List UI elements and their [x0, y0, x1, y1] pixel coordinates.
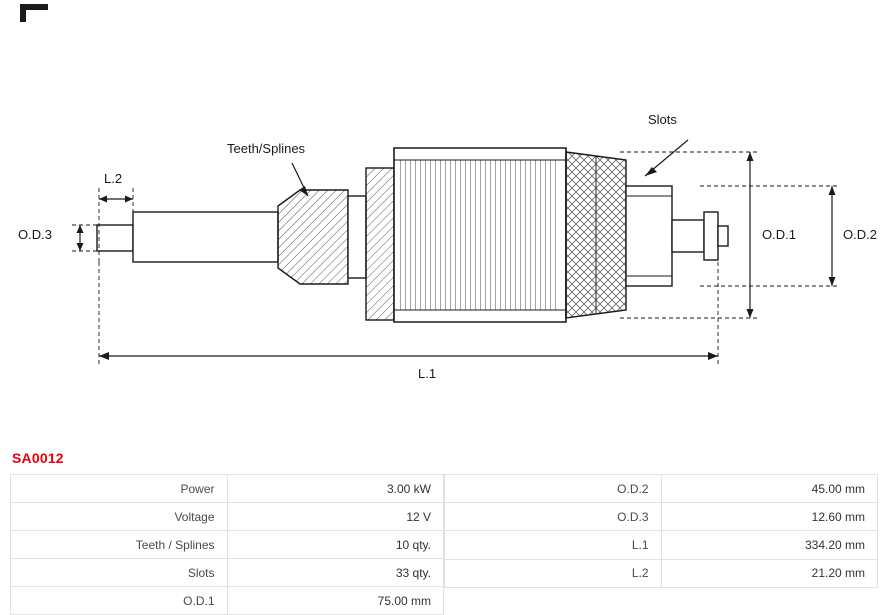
- spec-table-right: [444, 474, 878, 615]
- table-row: [11, 475, 444, 503]
- table-row: [11, 531, 444, 559]
- part-code: SA0012: [12, 450, 64, 466]
- spec-key: Power: [11, 475, 228, 503]
- table-row: [445, 475, 878, 503]
- shaft-right: [672, 212, 728, 260]
- specifications: [10, 474, 879, 615]
- spec-value: 45.00 mm: [661, 475, 878, 503]
- spec-key: Voltage: [11, 503, 228, 531]
- label-od1: O.D.1: [762, 227, 796, 242]
- spec-key: O.D.3: [445, 503, 662, 531]
- spec-value: 334.20 mm: [661, 531, 878, 559]
- register-mark: [20, 4, 48, 22]
- spec-key: Teeth / Splines: [11, 531, 228, 559]
- label-l1: L.1: [418, 366, 437, 381]
- spec-value: 12 V: [227, 503, 444, 531]
- spline-section: [278, 190, 366, 284]
- spec-value: [661, 587, 878, 615]
- table-row: [11, 559, 444, 587]
- spec-key: L.1: [445, 531, 662, 559]
- spec-value: 33 qty.: [227, 559, 444, 587]
- spec-key: O.D.1: [11, 587, 228, 615]
- spec-value: 10 qty.: [227, 531, 444, 559]
- table-row: [445, 503, 878, 531]
- commutator: [626, 186, 672, 286]
- table-row: [11, 503, 444, 531]
- table-row: [11, 587, 444, 615]
- label-slots: Slots: [648, 112, 677, 127]
- shaft-left: [97, 212, 278, 262]
- spec-value: 75.00 mm: [227, 587, 444, 615]
- table-row: [445, 559, 878, 587]
- spec-value: 12.60 mm: [661, 503, 878, 531]
- spec-value: 3.00 kW: [227, 475, 444, 503]
- spec-key: O.D.2: [445, 475, 662, 503]
- table-row-empty: [445, 587, 878, 615]
- table-row: [445, 531, 878, 559]
- spec-table-left: [10, 474, 444, 615]
- label-od2: O.D.2: [843, 227, 877, 242]
- label-od3: O.D.3: [18, 227, 52, 242]
- label-teeth-splines: Teeth/Splines: [227, 141, 306, 156]
- spec-key: [445, 587, 662, 615]
- commutator-windings: [566, 152, 626, 318]
- label-l2: L.2: [104, 171, 123, 186]
- spec-value: 21.20 mm: [661, 559, 878, 587]
- armature-core: [366, 148, 566, 322]
- spec-key: Slots: [11, 559, 228, 587]
- spec-key: L.2: [445, 559, 662, 587]
